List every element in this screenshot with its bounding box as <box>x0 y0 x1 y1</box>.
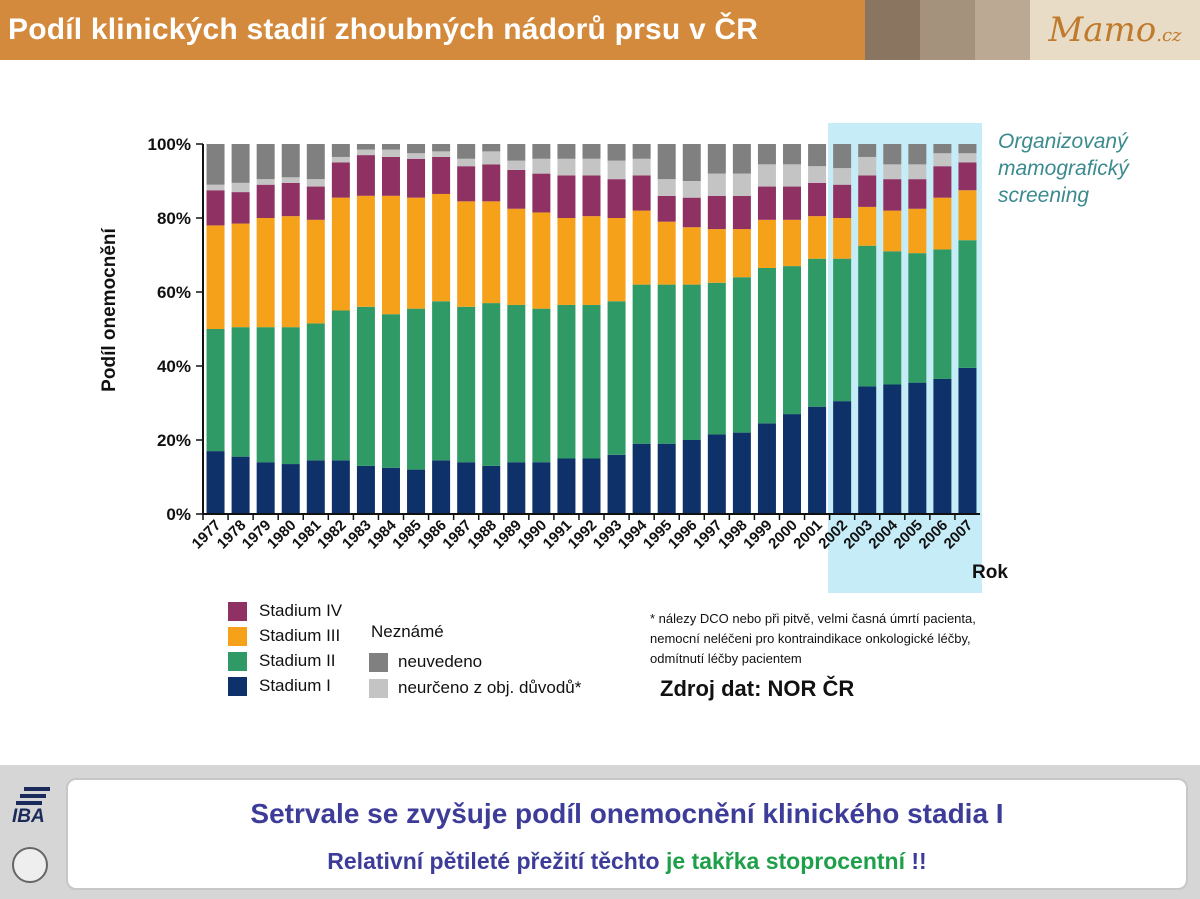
bar-stage4-1979 <box>257 185 275 218</box>
bar-stage1-2004 <box>883 385 901 515</box>
bar-stage2-1998 <box>733 277 751 432</box>
bar-undetermined-1994 <box>633 159 651 176</box>
bar-stage1-2006 <box>933 379 951 514</box>
bar-stage2-1995 <box>658 285 676 444</box>
bar-stage1-2001 <box>808 407 826 514</box>
x-tick-label-1985: 1985 <box>389 516 425 553</box>
bar-undetermined-2005 <box>908 164 926 179</box>
bar-unreported-1998 <box>733 144 751 174</box>
x-tick-label-2006: 2006 <box>915 516 952 553</box>
bar-stage3-1991 <box>557 218 575 305</box>
bar-undetermined-2004 <box>883 164 901 179</box>
bar-stage3-1983 <box>357 196 375 307</box>
bar-stage4-1993 <box>608 179 626 218</box>
x-tick-label-2005: 2005 <box>890 516 927 553</box>
bar-undetermined-1977 <box>207 185 225 191</box>
legend-swatch-stage1 <box>228 677 247 696</box>
bar-stage2-1992 <box>583 305 601 459</box>
bar-stage3-1979 <box>257 218 275 327</box>
bar-undetermined-1988 <box>482 151 500 164</box>
bar-stage1-2000 <box>783 414 801 514</box>
message-secondary-part1: Relativní pětileté přežití těchto <box>327 848 660 874</box>
bar-stage4-2003 <box>858 175 876 206</box>
bar-stage2-1981 <box>307 323 325 460</box>
y-tick-label: 20% <box>156 431 191 450</box>
message-secondary <box>68 848 1186 875</box>
x-tick-label-1984: 1984 <box>364 516 400 553</box>
bar-stage3-2007 <box>958 190 976 240</box>
bar-unreported-2006 <box>933 144 951 153</box>
x-tick-label-1995: 1995 <box>639 516 676 553</box>
bar-stage2-1979 <box>257 327 275 462</box>
bar-unreported-1988 <box>482 144 500 151</box>
bar-unreported-1984 <box>382 144 400 150</box>
bar-stage3-2003 <box>858 207 876 246</box>
bar-unreported-1992 <box>583 144 601 159</box>
bar-unreported-1999 <box>758 144 776 164</box>
bar-stage4-1986 <box>432 157 450 194</box>
legend-stage2 <box>228 651 336 671</box>
x-tick-label-2003: 2003 <box>840 516 877 553</box>
bar-unreported-1983 <box>357 144 375 150</box>
bar-undetermined-1993 <box>608 161 626 180</box>
bar-stage2-1983 <box>357 307 375 466</box>
x-tick-label-1979: 1979 <box>238 516 275 553</box>
bar-stage1-1982 <box>332 460 350 514</box>
bar-stage3-1986 <box>432 194 450 301</box>
bar-unreported-1981 <box>307 144 325 179</box>
bar-stage1-1977 <box>207 451 225 514</box>
bar-stage1-2002 <box>833 401 851 514</box>
legend-label-stage1: Stadium I <box>259 676 331 695</box>
x-tick-label-1980: 1980 <box>263 516 300 553</box>
bar-unreported-1977 <box>207 144 225 185</box>
bar-unreported-1989 <box>507 144 525 161</box>
bar-unreported-1979 <box>257 144 275 179</box>
mamo-logo-text <box>1048 10 1181 50</box>
bar-stage4-1989 <box>507 170 525 209</box>
legend-swatch-stage4 <box>228 602 247 621</box>
legend-label-unreported: neuvedeno <box>398 652 483 671</box>
message-secondary-part3: !! <box>911 848 927 874</box>
bar-stage1-1987 <box>457 462 475 514</box>
legend-swatch-unreported <box>369 653 388 672</box>
message-primary: Setrvale se zvyšuje podíl onemocnění klinického stadia I <box>250 798 1004 829</box>
bar-undetermined-1992 <box>583 159 601 176</box>
bar-undetermined-1991 <box>557 159 575 176</box>
legend-unknown-heading: Neznámé <box>371 622 444 641</box>
bar-unreported-1993 <box>608 144 626 161</box>
bar-unreported-2000 <box>783 144 801 164</box>
bar-stage4-2006 <box>933 166 951 197</box>
bar-stage1-1990 <box>532 462 550 514</box>
bar-undetermined-1998 <box>733 174 751 196</box>
bar-stage2-2006 <box>933 249 951 379</box>
x-axis-label: Rok <box>972 562 1008 583</box>
bar-undetermined-1999 <box>758 164 776 186</box>
bar-stage1-1991 <box>557 459 575 515</box>
bar-undetermined-1982 <box>332 157 350 163</box>
bar-unreported-2005 <box>908 144 926 164</box>
bar-stage2-2003 <box>858 246 876 387</box>
bar-unreported-1991 <box>557 144 575 159</box>
bar-stage3-2000 <box>783 220 801 266</box>
message-secondary-highlight: je takřka stoprocentní <box>665 848 905 874</box>
bar-undetermined-2001 <box>808 166 826 183</box>
legend-label-stage3: Stadium III <box>259 626 341 645</box>
bar-stage3-1998 <box>733 229 751 277</box>
y-tick-label: 0% <box>166 505 191 524</box>
bar-stage4-2000 <box>783 187 801 220</box>
bar-unreported-1978 <box>232 144 250 183</box>
bar-stage4-1977 <box>207 190 225 225</box>
bar-stage1-1997 <box>708 434 726 514</box>
bar-stage3-2005 <box>908 209 926 253</box>
bar-stage1-1988 <box>482 466 500 514</box>
decor-strip <box>975 0 1030 60</box>
bar-unreported-2004 <box>883 144 901 164</box>
legend-label-stage2: Stadium II <box>259 651 336 670</box>
bar-unreported-2007 <box>958 144 976 153</box>
bar-stage2-1988 <box>482 303 500 466</box>
bar-stage3-1984 <box>382 196 400 314</box>
x-tick-label-1997: 1997 <box>690 516 726 553</box>
bar-stage3-1981 <box>307 220 325 324</box>
title-bar <box>0 0 865 60</box>
bar-stage3-1987 <box>457 201 475 306</box>
bar-stage1-1994 <box>633 444 651 514</box>
header-bar <box>0 0 1200 60</box>
bar-stage4-1990 <box>532 174 550 213</box>
bar-stage4-2007 <box>958 163 976 191</box>
y-tick-label: 60% <box>156 283 191 302</box>
bar-unreported-1980 <box>282 144 300 177</box>
bar-stage4-2001 <box>808 183 826 216</box>
x-tick-label-1986: 1986 <box>414 516 450 553</box>
data-source: Zdroj dat: NOR ČR <box>660 676 855 701</box>
bar-stage1-1985 <box>407 470 425 514</box>
bar-stage2-1984 <box>382 314 400 468</box>
bar-undetermined-1996 <box>683 181 701 198</box>
bar-undetermined-1978 <box>232 183 250 192</box>
y-tick-label: 80% <box>156 209 191 228</box>
bar-stage3-1988 <box>482 201 500 303</box>
bar-stage3-1999 <box>758 220 776 268</box>
bar-stage3-1980 <box>282 216 300 327</box>
bar-stage1-1984 <box>382 468 400 514</box>
bar-stage3-1994 <box>633 211 651 285</box>
legend-swatch-undetermined <box>369 679 388 698</box>
bar-stage4-2004 <box>883 179 901 210</box>
x-tick-label-1991: 1991 <box>539 516 576 553</box>
x-tick-label-1994: 1994 <box>614 516 651 553</box>
bar-stage4-1983 <box>357 155 375 196</box>
screening-note-line1: Organizovaný <box>998 130 1128 153</box>
x-tick-label-2000: 2000 <box>765 516 801 553</box>
bar-stage2-1982 <box>332 311 350 461</box>
bar-undetermined-2006 <box>933 153 951 166</box>
footnote: * nálezy DCO nebo při pitvě, velmi časná úmrtí pacienta, nemocní neléčeni pro kontraindikace onkologické léčby, odmítnutí léčby pacientem <box>650 611 976 666</box>
bar-unreported-1985 <box>407 144 425 153</box>
iba-logo-text: IBA <box>12 806 45 827</box>
bar-stage1-1989 <box>507 462 525 514</box>
bar-stage3-2001 <box>808 216 826 259</box>
bar-stage3-1997 <box>708 229 726 283</box>
bar-unreported-2003 <box>858 144 876 157</box>
x-tick-label-1990: 1990 <box>514 516 551 553</box>
bar-stage4-1978 <box>232 192 250 223</box>
bar-stage4-2005 <box>908 179 926 209</box>
bar-undetermined-2000 <box>783 164 801 186</box>
x-tick-label-2007: 2007 <box>940 516 977 553</box>
bar-undetermined-1995 <box>658 179 676 196</box>
bar-undetermined-1983 <box>357 150 375 156</box>
bar-stage4-1987 <box>457 166 475 201</box>
bar-undetermined-1990 <box>532 159 550 174</box>
bar-undetermined-1980 <box>282 177 300 183</box>
x-tick-label-1978: 1978 <box>213 516 250 553</box>
logo-suffix: .cz <box>1156 25 1182 46</box>
bar-stage4-1988 <box>482 164 500 201</box>
bar-stage2-1980 <box>282 327 300 464</box>
bar-unreported-2001 <box>808 144 826 166</box>
bar-unreported-1990 <box>532 144 550 159</box>
bar-unreported-2002 <box>833 144 851 168</box>
bar-stage4-1997 <box>708 196 726 229</box>
bar-stage4-1996 <box>683 198 701 228</box>
bar-stage2-2000 <box>783 266 801 414</box>
bar-undetermined-1987 <box>457 159 475 166</box>
bar-stage4-1984 <box>382 157 400 196</box>
x-tick-label-1996: 1996 <box>664 516 701 553</box>
bar-stage1-2007 <box>958 368 976 514</box>
bar-stage1-1978 <box>232 457 250 514</box>
bar-stage2-1985 <box>407 309 425 470</box>
y-tick-label: 40% <box>156 357 191 376</box>
bar-stage3-1985 <box>407 198 425 309</box>
bar-unreported-1982 <box>332 144 350 157</box>
bar-stage3-1977 <box>207 225 225 329</box>
bar-stage3-1978 <box>232 224 250 328</box>
bar-stage4-1999 <box>758 187 776 220</box>
legend-stage4 <box>228 601 342 621</box>
bar-stage1-2003 <box>858 386 876 514</box>
x-tick-label-1977: 1977 <box>188 516 225 553</box>
decor-strip <box>865 0 920 60</box>
message-box <box>66 778 1188 890</box>
bar-stage3-2004 <box>883 211 901 252</box>
x-tick-label-2004: 2004 <box>865 516 902 553</box>
bar-stage4-1982 <box>332 163 350 198</box>
x-tick-label-1988: 1988 <box>464 516 501 553</box>
bar-undetermined-1985 <box>407 153 425 159</box>
mamo-logo <box>1030 0 1200 60</box>
bar-undetermined-1981 <box>307 179 325 186</box>
bar-stage2-1997 <box>708 283 726 435</box>
legend-unreported <box>369 652 482 672</box>
bar-stage1-1996 <box>683 440 701 514</box>
screening-note-line2: mamografický <box>998 157 1129 180</box>
x-tick-label-1993: 1993 <box>589 516 626 553</box>
bar-stage1-1986 <box>432 460 450 514</box>
bar-stage2-1993 <box>608 301 626 455</box>
y-tick-label: 100% <box>147 135 191 154</box>
bar-stage2-2002 <box>833 259 851 401</box>
legend-swatch-stage3 <box>228 627 247 646</box>
bar-stage2-1999 <box>758 268 776 423</box>
bar-stage4-1998 <box>733 196 751 229</box>
bar-unreported-1997 <box>708 144 726 174</box>
bar-stage1-1981 <box>307 460 325 514</box>
bar-stage4-2002 <box>833 185 851 218</box>
bars-group <box>207 144 977 514</box>
bar-stage2-1991 <box>557 305 575 459</box>
bar-undetermined-2007 <box>958 153 976 162</box>
bar-stage2-2007 <box>958 240 976 368</box>
side-logos <box>0 765 62 899</box>
legend-label-stage4: Stadium IV <box>259 601 343 620</box>
x-tick-label-1982: 1982 <box>314 516 350 553</box>
bar-stage4-1995 <box>658 196 676 222</box>
bar-stage2-1990 <box>532 309 550 463</box>
legend-stage1 <box>228 676 331 696</box>
bar-undetermined-1984 <box>382 150 400 157</box>
page-title: Podíl klinických stadií zhoubných nádorů prsu v ČR <box>8 13 759 46</box>
x-tick-label-1998: 1998 <box>715 516 751 553</box>
bar-stage3-1995 <box>658 222 676 285</box>
bar-unreported-1994 <box>633 144 651 159</box>
x-tick-label-1983: 1983 <box>339 516 375 553</box>
bar-stage4-1994 <box>633 175 651 210</box>
bar-unreported-1986 <box>432 144 450 151</box>
bar-unreported-1987 <box>457 144 475 159</box>
bar-stage3-1993 <box>608 218 626 301</box>
bar-stage2-2001 <box>808 259 826 407</box>
logo-main: Mamo <box>1048 10 1157 50</box>
bar-undetermined-2003 <box>858 157 876 176</box>
bar-stage3-1996 <box>683 227 701 284</box>
bar-stage3-2006 <box>933 198 951 250</box>
bar-stage4-1980 <box>282 183 300 216</box>
x-tick-label-1999: 1999 <box>740 516 776 553</box>
bar-stage3-1990 <box>532 212 550 308</box>
screening-note <box>998 128 1188 209</box>
bar-stage4-1985 <box>407 159 425 198</box>
x-tick-label-1992: 1992 <box>564 516 601 553</box>
bar-stage1-1979 <box>257 462 275 514</box>
bar-stage1-1995 <box>658 444 676 514</box>
bar-undetermined-1989 <box>507 161 525 170</box>
bar-stage1-2005 <box>908 383 926 514</box>
bar-undetermined-1979 <box>257 179 275 185</box>
bar-unreported-1995 <box>658 144 676 179</box>
bar-stage2-1989 <box>507 305 525 462</box>
bar-stage3-1982 <box>332 198 350 311</box>
bar-stage2-1994 <box>633 285 651 444</box>
bar-undetermined-2002 <box>833 168 851 185</box>
legend-stage3 <box>228 626 340 646</box>
university-seal-icon <box>12 847 48 883</box>
bar-stage4-1991 <box>557 175 575 218</box>
bar-unreported-1996 <box>683 144 701 181</box>
bar-stage3-1992 <box>583 216 601 305</box>
bar-stage4-1981 <box>307 187 325 220</box>
bar-stage1-1980 <box>282 464 300 514</box>
bar-stage1-1993 <box>608 455 626 514</box>
x-tick-label-1987: 1987 <box>439 516 476 553</box>
bar-stage2-2005 <box>908 253 926 383</box>
bar-stage2-1978 <box>232 327 250 457</box>
decor-strip <box>920 0 975 60</box>
x-tick-label-1989: 1989 <box>489 516 526 553</box>
x-tick-label-2001: 2001 <box>790 516 826 553</box>
x-tick-label-1981: 1981 <box>288 516 325 553</box>
bar-stage2-2004 <box>883 251 901 384</box>
bar-stage3-2002 <box>833 218 851 259</box>
bar-undetermined-1986 <box>432 151 450 157</box>
legend-swatch-stage2 <box>228 652 247 671</box>
bar-stage2-1986 <box>432 301 450 460</box>
bar-stage3-1989 <box>507 209 525 305</box>
bar-undetermined-1997 <box>708 174 726 196</box>
bar-stage2-1987 <box>457 307 475 462</box>
legend-undetermined <box>369 678 581 698</box>
screening-note-line3: screening <box>998 184 1090 207</box>
legend-label-undetermined: neurčeno z obj. důvodů* <box>398 678 582 697</box>
bar-stage4-1992 <box>583 175 601 216</box>
y-axis-label: Podíl onemocnění <box>99 228 120 392</box>
bar-stage2-1996 <box>683 285 701 440</box>
bar-stage1-1983 <box>357 466 375 514</box>
bar-stage1-1999 <box>758 423 776 514</box>
bar-stage2-1977 <box>207 329 225 451</box>
x-tick-label-2002: 2002 <box>815 516 851 553</box>
bar-stage1-1992 <box>583 459 601 515</box>
bar-stage1-1998 <box>733 433 751 514</box>
